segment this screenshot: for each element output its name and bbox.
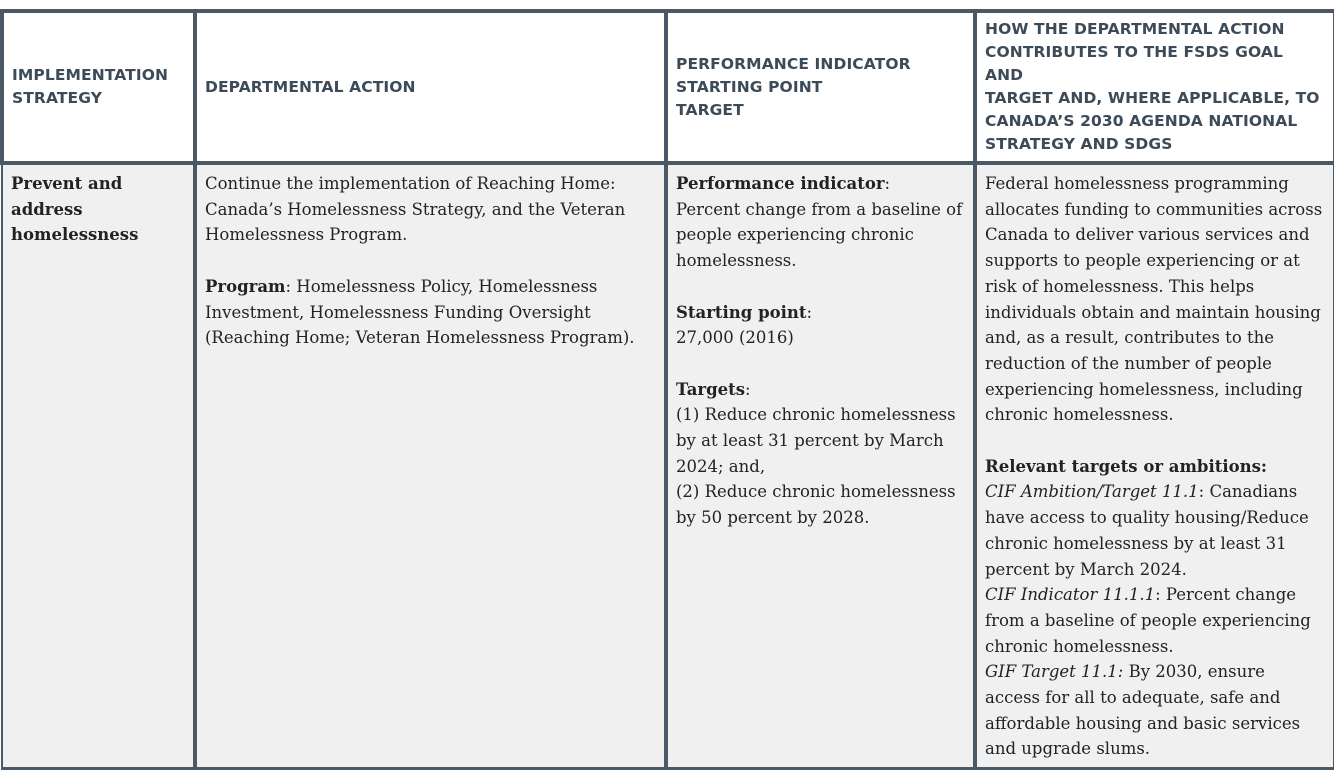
indicator-text: Percent change from a baseline of people experiencing chronic homelessness. bbox=[676, 199, 963, 271]
contribution-text: Federal homelessness programming allocates funding to communities across Canada to deliver various services and supports to people experiencing or at risk of homelessness. This helps individuals obtain and maintain housing and, as a result, contributes to the reduction of the number of people experiencing homelessness, including chronic homelessness. bbox=[985, 174, 1323, 425]
gif-target-text: By 2030, ensure access for all to adequate, safe and affordable housing and basic services and upgrade slums. bbox=[985, 662, 1301, 759]
header-performance-indicator: PERFORMANCE INDICATOR STARTING POINT TARGET bbox=[666, 11, 975, 163]
cif-ambition-label: CIF Ambition/Target 11.1 bbox=[985, 482, 1199, 502]
targets-label: Targets bbox=[676, 379, 746, 399]
program-text: : Homelessness Policy, Homelessness Investment, Homelessness Funding Oversight (Reaching Home; Veteran Homelessness Program). bbox=[205, 276, 635, 348]
target-1: (1) Reduce chronic homelessness by at least 31 percent by March 2024; and, bbox=[676, 405, 956, 476]
header-row bbox=[2, 11, 1334, 163]
gif-target-label: GIF Target 11.1: bbox=[985, 662, 1124, 682]
cif-indicator-text: : Percent change from a baseline of people experiencing chronic homelessness. bbox=[985, 585, 1311, 656]
starting-label-line: Starting point: bbox=[676, 302, 813, 322]
cell-strategy bbox=[2, 163, 195, 769]
indicator-label: Performance indicator bbox=[676, 174, 885, 193]
relevant-label: Relevant targets or ambitions: bbox=[985, 456, 1267, 476]
program-paragraph bbox=[205, 274, 656, 351]
header-implementation-strategy: IMPLEMENTATION STRATEGY bbox=[2, 11, 195, 163]
action-text: Continue the implementation of Reaching Home: Canada’s Homelessness Strategy, and the Veteran Homelessness Program. bbox=[205, 174, 626, 245]
cell-action bbox=[195, 163, 666, 769]
cif-indicator bbox=[985, 582, 1325, 659]
strategy-text: Prevent and address homelessness bbox=[11, 174, 139, 245]
header-contribution: HOW THE DEPARTMENTAL ACTION CONTRIBUTES TO THE FSDS GOAL AND TARGET AND, WHERE APPLICABLE, TO CANADA’S 2030 AGENDA NATIONAL STRATEGY AND SDGS bbox=[975, 11, 1334, 163]
indicator-label-line: Performance indicator: bbox=[676, 174, 891, 193]
targets-label-line: Targets: bbox=[676, 379, 751, 399]
header-departmental-action: DEPARTMENTAL ACTION bbox=[195, 11, 666, 163]
program-label: Program bbox=[205, 276, 286, 296]
fsds-table bbox=[0, 9, 1334, 770]
gif-target bbox=[985, 659, 1325, 762]
cif-ambition bbox=[985, 479, 1325, 582]
cif-ambition-text: : Canadians have access to quality housing/Reduce chronic homelessness by at least 31 percent by March 2024. bbox=[985, 482, 1309, 579]
starting-label: Starting point bbox=[676, 302, 807, 322]
target-2: (2) Reduce chronic homelessness by 50 percent by 2028. bbox=[676, 482, 956, 528]
cell-performance bbox=[666, 163, 975, 769]
starting-text: 27,000 (2016) bbox=[676, 328, 794, 348]
table-row bbox=[2, 163, 1334, 769]
cif-indicator-label: CIF Indicator 11.1.1 bbox=[985, 585, 1156, 605]
cell-contribution bbox=[975, 163, 1334, 769]
